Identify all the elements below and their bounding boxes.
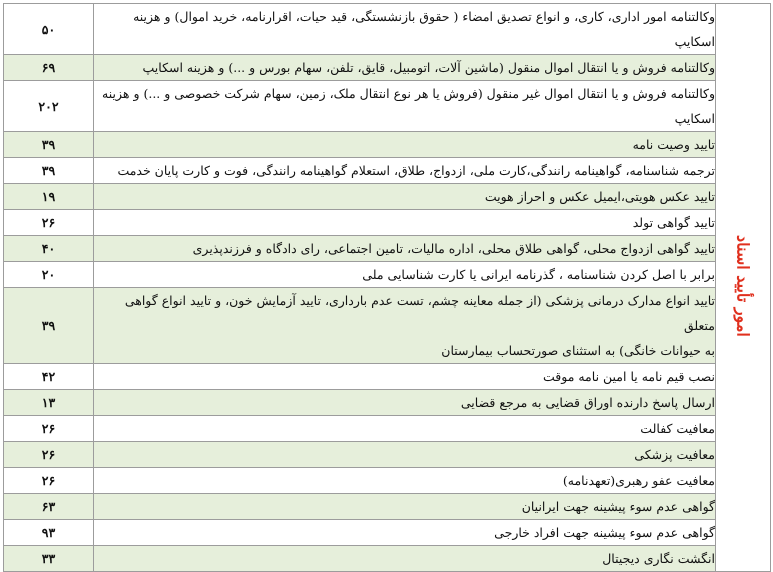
service-fee: ۲۰: [4, 262, 94, 288]
table-row: [4, 81, 771, 132]
service-description: تایید گواهی تولد: [94, 210, 716, 236]
service-description: معافیت کفالت: [94, 416, 716, 442]
service-description: معافیت پزشکی: [94, 442, 716, 468]
table-row: [4, 468, 771, 494]
service-description: برابر با اصل کردن شناسنامه ، گذرنامه ایرانی یا کارت شناسایی ملی: [94, 262, 716, 288]
service-description: ارسال پاسخ دارنده اوراق قضایی به مرجع قضایی: [94, 390, 716, 416]
table-row: [4, 158, 771, 184]
table-row: [4, 364, 771, 390]
service-description: گواهی عدم سوء پیشینه جهت افراد خارجی: [94, 520, 716, 546]
service-description: گواهی عدم سوء پیشینه جهت ایرانیان: [94, 494, 716, 520]
service-fee: ۵۰: [4, 4, 94, 55]
service-fee: ۴۰: [4, 236, 94, 262]
service-description: وکالتنامه فروش و یا انتقال اموال منقول (ماشین آلات، اتومبیل، قایق، تلفن، سهام بورس و ...) و هزینه اسکایپ: [94, 55, 716, 81]
table-row: [4, 520, 771, 546]
table-row: [4, 416, 771, 442]
service-fee: ۲۶: [4, 210, 94, 236]
table-row: [4, 494, 771, 520]
service-fee: ۴۲: [4, 364, 94, 390]
service-fee: ۳۹: [4, 288, 94, 364]
table-row: [4, 55, 771, 81]
service-description: نصب قیم نامه یا امین نامه موقت: [94, 364, 716, 390]
service-description: تایید وصیت نامه: [94, 132, 716, 158]
service-fee: ۳۹: [4, 158, 94, 184]
service-description: تایید گواهی ازدواج محلی، گواهی طلاق محلی، اداره مالیات، تامین اجتماعی، رای دادگاه و فرزندپذیری: [94, 236, 716, 262]
table-row: [4, 262, 771, 288]
service-description-line: به حیوانات خانگی) به استثنای صورتحساب بیمارستان: [441, 343, 715, 358]
service-description: [94, 288, 716, 364]
service-fee: ۳۹: [4, 132, 94, 158]
service-fee: ۲۶: [4, 416, 94, 442]
service-fee: ۶۳: [4, 494, 94, 520]
table-row: [4, 546, 771, 572]
service-description: انگشت نگاری دیجیتال: [94, 546, 716, 572]
service-fee: ۲۰۲: [4, 81, 94, 132]
service-description: ترجمه شناسنامه، گواهینامه رانندگی،کارت ملی، ازدواج، طلاق، استعلام گواهینامه رانندگی، فوت و کارت پایان خدمت: [94, 158, 716, 184]
service-description: وکالتنامه امور اداری، کاری، و انواع تصدیق امضاء ( حقوق بازنشستگی، قید حیات، اقرارنامه، خرید اموال) و هزینه اسکایپ: [94, 4, 716, 55]
category-cell: [716, 4, 771, 572]
table-row: [4, 288, 771, 364]
table-row: [4, 442, 771, 468]
service-fee: ۳۳: [4, 546, 94, 572]
service-description: معافیت عفو رهبری(تعهدنامه): [94, 468, 716, 494]
table-row: [4, 210, 771, 236]
service-description: تایید عکس هویتی،ایمیل عکس و احراز هویت: [94, 184, 716, 210]
service-description-line: تایید انواع مدارک درمانی پزشکی (از جمله معاینه چشم، تست عدم بارداری، تایید آزمایش خون، و تایید انواع گواهی متعلق: [124, 293, 715, 333]
table-row: [4, 236, 771, 262]
fees-table-container: [3, 3, 769, 566]
service-fee: ۱۹: [4, 184, 94, 210]
notary-fees-table: [3, 3, 771, 572]
service-fee: ۱۳: [4, 390, 94, 416]
service-fee: ۲۶: [4, 442, 94, 468]
table-row: [4, 132, 771, 158]
table-row: [4, 390, 771, 416]
table-row: [4, 184, 771, 210]
service-description: وکالتنامه فروش و یا انتقال اموال غیر منقول (فروش یا هر نوع انتقال ملک، زمین، سهام شرکت خصوصی و ...) و هزینه اسکایپ: [94, 81, 716, 132]
service-fee: ۹۳: [4, 520, 94, 546]
service-fee: ۲۶: [4, 468, 94, 494]
service-fee: ۶۹: [4, 55, 94, 81]
table-row: [4, 4, 771, 55]
category-label: امور تأیید اسناد: [733, 234, 753, 337]
